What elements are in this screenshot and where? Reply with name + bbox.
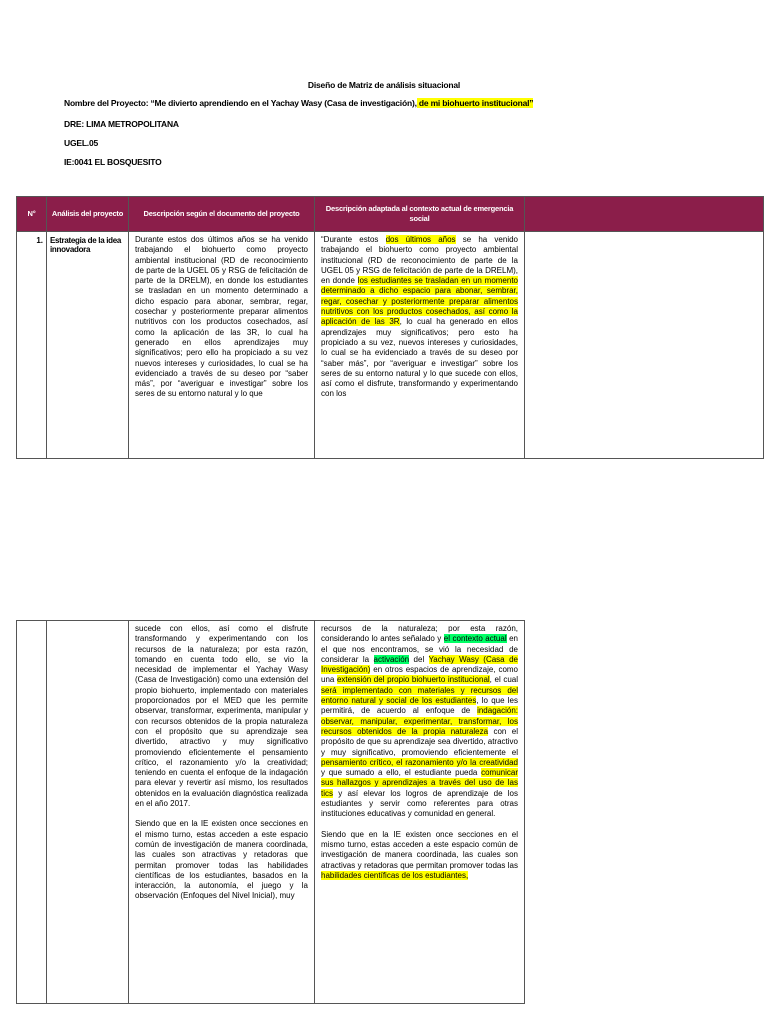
col-header-analysis: Análisis del proyecto — [47, 197, 129, 232]
col-header-number: N° — [17, 197, 47, 232]
row-number: 1. — [17, 232, 47, 459]
document-title: Diseño de Matriz de análisis situacional — [307, 80, 461, 90]
col-header-extra — [525, 197, 764, 232]
text-segment: “Durante estos — [321, 235, 386, 244]
text-segment: y que sumado a ello, el estudiante pueda — [321, 768, 482, 778]
highlighted-text: habilidades científicas de los estudiantes, — [321, 870, 469, 880]
original-description-cont: sucede con ellos, así como el disfrute transformando y experimentando con los recursos de la naturaleza; por esta razón, tomando en cuenta todo ello, se vio la necesidad de implementar el Yachay Wasy (Casa de Investigación) como una extensión del propio biohuerto, implementado con materiales proporcionados por el MED que les permite observar, transformar, experimenta, manipular y con recursos obtenidos de la propia naturaleza con el propósito que su aprendizaje sea divertido, atractivo y muy significativo promoviendo eficientemente el pensamiento crítico, el razonamiento y/o la creatividad; teniendo en cuenta el enfoque de la indagación para elevar y revertir así mismo, los resultados obtenidos en la evaluación diagnóstica realizada en el año 2017. Siendo que en la IE existen once secciones en el mismo turno, estas acceden a este espacio común de investigación de manera coordinada, las cuales son atractivas y retadoras que permitan promover todas las habilidades científicas de los estudiantes, basados en la interacción, la autonomía, el juego y la observación (Enfoques del Nivel Inicial), muy — [129, 621, 315, 1004]
dre-line: DRE: LIMA METROPOLITANA — [64, 119, 179, 129]
table-row — [17, 232, 764, 459]
highlighted-text: comunicar sus hallazgos y aprendizajes a través del uso de las tics — [321, 768, 518, 798]
ie-line: IE:0041 EL BOSQUESITO — [64, 157, 162, 167]
highlighted-text: dos últimos años — [385, 235, 456, 244]
highlighted-text: será implementado con materiales y recursos del entorno natural y social de los estudiantes — [321, 685, 518, 706]
col-header-original: Descripción según el documento del proyecto — [129, 197, 315, 232]
text-segment: del — [409, 654, 429, 664]
highlighted-text: los estudiantes se trasladan en un momento determinado a dicho espacio para abonar, sembrar, regar, cosechar y posteriormente preparar alimentos nutritivos con los productos cosechados, así como la aplicación de las 3R — [321, 276, 519, 327]
original-description: Durante estos dos últimos años se ha venido trabajando el biohuerto como proyecto ambiental institucional (RD de reconocimiento de parte de la UGEL 05 y RSG de felicitación de parte de la DRELM), en donde los estudiantes se trasladan en un momento determinado a dicho espacio para abonar, sembrar, regar, cosechar y posteriormente preparar alimentos nutritivos con los productos cosechados, así como la aplicación de las 3R, lo cual ha generado en ellos aprendizajes muy significativos; pero ello ha propiciado a su vez nuevos intereses y curiosidades, lo cual se ha evidenciado a través de su deseo por “saber más”, por “averiguar e investigar” sobre los seres de su entorno natural y lo que — [129, 232, 315, 459]
adapted-description-cont — [315, 621, 525, 1004]
project-name: Nombre del Proyecto: “Me divierto aprendiendo en el Yachay Wasy (Casa de investigación), de mi biohuerto institucional” — [64, 98, 534, 108]
text-segment: , el cual — [489, 675, 518, 685]
text-segment: en otros espacios de aprendizaje, como una — [321, 665, 518, 685]
text-segment: , lo cual ha generado en ellos aprendizajes muy significativos; pero esto ha propiciado a su vez, nuevos intereses y curiosidades, lo cual se ha evidenciado a través de su deseo por “saber más”, por “averiguar e investigar” sobre los seres de su entorno natural y lo que sucede con ellos, así como el disfrute, transformando y experimentando con los — [321, 317, 518, 399]
text-segment: en el que nos encontramos, se vió la necesidad de considerar la — [321, 634, 519, 664]
col-header-adapted: Descripción adaptada al contexto actual de emergencia social — [315, 197, 525, 232]
empty-cell — [525, 621, 764, 1004]
highlighted-text: indagación: observar, manipular, experimentar, transformar, los recursos obtenidos de la propia naturaleza — [321, 706, 518, 736]
ugel-line: UGEL.05 — [64, 138, 99, 148]
table-row — [17, 621, 764, 1004]
text-segment: se ha venido trabajando el biohuerto como proyecto ambiental institucional (RD de reconocimiento de parte de la UGEL 05 y RSG de felicitación de parte de la DRELM), en donde — [321, 235, 518, 286]
text-segment: y así elevar los logros de aprendizaje de los estudiantes y servir como referentes para otras instituciones educativas y comunidad en general. — [321, 788, 518, 819]
table-header-row — [17, 197, 764, 232]
highlighted-text: pensamiento crítico, el razonamiento y/o la creatividad — [321, 757, 518, 767]
row-analysis — [47, 621, 129, 1004]
empty-cell — [525, 232, 764, 459]
text-segment: Siendo que en la IE existen once secciones en el mismo turno, estas acceden a este espacio común de investigación de manera coordinada, las cuales son atractivas y retadoras que permitan promover todas las — [321, 829, 518, 870]
analysis-matrix-table-continued — [16, 620, 764, 1004]
text-segment: recursos de la naturaleza; por esta razón, considerando lo antes señalado y — [321, 624, 518, 644]
text-segment: con el propósito de que su aprendizaje sea divertido, atractivo y muy significativo, promoviendo eficientemente el — [321, 726, 518, 757]
highlighted-text: extensión del propio biohuerto institucional — [336, 675, 490, 685]
text-segment: , lo que les permitirá, de acuerdo al enfoque de — [321, 696, 518, 716]
highlighted-text: Yachay Wasy (Casa de Investigación) — [321, 654, 518, 675]
highlighted-text: el contexto actual — [443, 634, 507, 644]
analysis-matrix-table — [16, 196, 764, 459]
row-analysis: Estrategia de la idea innovadora — [47, 232, 129, 459]
row-number — [17, 621, 47, 1004]
adapted-description — [315, 232, 525, 459]
highlighted-text: activación — [373, 654, 410, 664]
